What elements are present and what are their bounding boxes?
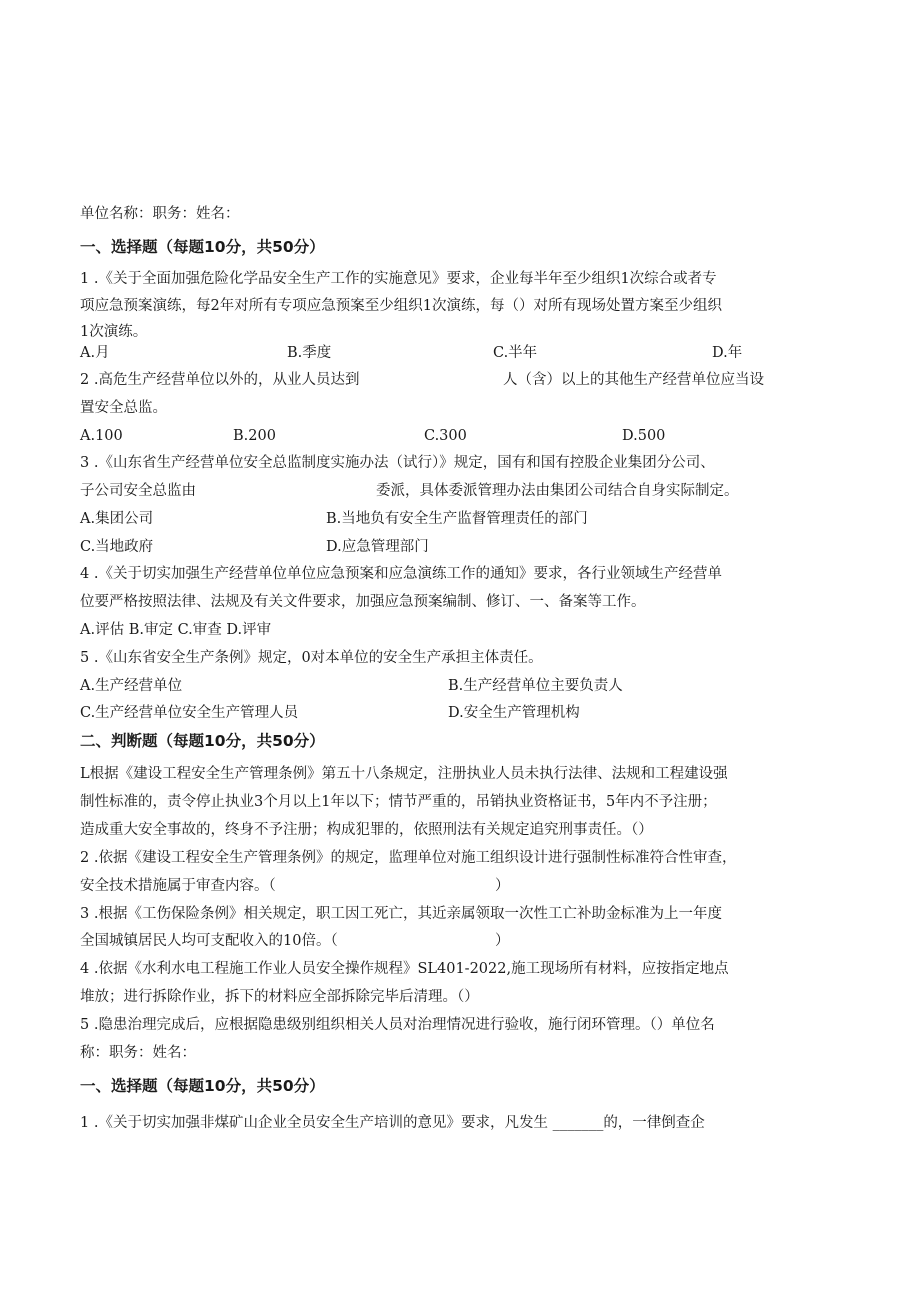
question-1-line-2: 项应急预案演练，每2年对所有专项应急预案至少组织1次演练，每（）对所有现场处置方案至少组织	[80, 298, 722, 314]
question-4-options: A.评估 B.审定 C.审查 D.评审	[80, 622, 272, 638]
question-2-option-d: D.500	[622, 428, 666, 444]
question-6-blank: _______	[552, 1115, 604, 1131]
section-title-choice-repeat: 一、选择题（每题10分，共50分）	[80, 1077, 325, 1095]
question-4-line-2: 位要严格按照法律、法规及有关文件要求，加强应急预案编制、修订、一、备案等工作。	[80, 594, 646, 610]
question-2-option-a: A.100	[80, 428, 123, 444]
question-1-line-3: 1次演练。	[80, 324, 148, 340]
question-2-line-1b: 人（含）以上的其他生产经营单位应当设	[503, 372, 764, 388]
question-1-line-1: 1 .《关于全面加强危险化学品安全生产工作的实施意见》要求，企业每半年至少组织1次综合或者专	[80, 271, 717, 287]
judgment-4-line-2: 堆放；进行拆除作业，拆下的材料应全部拆除完毕后清理。（）	[80, 989, 479, 1005]
judgment-4-line-1: 4 .依据《水利水电工程施工作业人员安全操作规程》SL401-2022,施工现场所有材料，应按指定地点	[80, 961, 729, 977]
question-2-line-2: 置安全总监。	[80, 400, 167, 416]
question-1-option-d: D.年	[712, 345, 743, 361]
question-3-line-2b: 委派，具体委派管理办法由集团公司结合自身实际制定。	[376, 483, 739, 499]
question-5-option-d: D.安全生产管理机构	[448, 705, 580, 721]
judgment-5-line-1: 5 .隐患治理完成后，应根据隐患级别组织相关人员对治理情况进行验收，施行闭环管理。（）单位名	[80, 1017, 715, 1033]
question-1-option-b: B.季度	[287, 345, 332, 361]
question-3-option-c: C.当地政府	[80, 539, 154, 555]
question-1-option-c: C.半年	[493, 345, 538, 361]
judgment-2-line-2a: 安全技术措施属于审查内容。（	[80, 878, 276, 894]
section-title-judgment: 二、判断题（每题10分，共50分）	[80, 732, 325, 750]
judgment-1-line-3: 造成重大安全事故的，终身不予注册；构成犯罪的，依照刑法有关规定追究刑事责任。（）	[80, 822, 653, 838]
question-1-option-a: A.月	[80, 345, 110, 361]
question-5-option-c: C.生产经营单位安全生产管理人员	[80, 705, 299, 721]
question-3-option-d: D.应急管理部门	[326, 539, 429, 555]
question-2-option-c: C.300	[424, 428, 467, 444]
judgment-3-line-2b: ）	[495, 933, 510, 949]
judgment-2-line-2b: ）	[495, 878, 510, 894]
question-6-line-1	[80, 1113, 705, 1133]
question-3-option-a: A.集团公司	[80, 511, 154, 527]
question-2-option-b: B.200	[233, 428, 276, 444]
question-4-line-1: 4 .《关于切实加强生产经营单位单位应急预案和应急演练工作的通知》要求，各行业领域生产经营单	[80, 566, 722, 582]
judgment-1-line-1: L根据《建设工程安全生产管理条例》第五十八条规定，注册执业人员未执行法律、法规和工程建设强	[80, 766, 728, 782]
question-3-line-2a: 子公司安全总监由	[80, 483, 196, 499]
question-5-option-b: B.生产经营单位主要负责人	[448, 678, 623, 694]
question-3-line-1: 3 .《山东省生产经营单位安全总监制度实施办法（试行）》规定，国有和国有控股企业集团分公司、	[80, 455, 715, 471]
section-title-choice: 一、选择题（每题10分，共50分）	[80, 238, 325, 256]
question-5-option-a: A.生产经营单位	[80, 678, 183, 694]
judgment-2-line-1: 2 .依据《建设工程安全生产管理条例》的规定，监理单位对施工组织设计进行强制性标准符合性审查，	[80, 850, 737, 866]
question-6-text-b: 的，一律倒查企	[603, 1115, 705, 1131]
form-header: 单位名称：职务：姓名：	[80, 206, 240, 222]
judgment-3-line-2a: 全国城镇居民人均可支配收入的10倍。（	[80, 933, 338, 949]
question-2-line-1a: 2 .高危生产经营单位以外的，从业人员达到	[80, 372, 360, 388]
judgment-3-line-1: 3 .根据《工伤保险条例》相关规定，职工因工死亡，其近亲属领取一次性工亡补助金标准为上一年度	[80, 906, 722, 922]
question-3-option-b: B.当地负有安全生产监督管理责任的部门	[326, 511, 588, 527]
judgment-1-line-2: 制性标准的，责令停止执业3个月以上1年以下；情节严重的，吊销执业资格证书，5年内不予注册；	[80, 794, 717, 810]
question-6-text-a: 1 .《关于切实加强非煤矿山企业全员安全生产培训的意见》要求，凡发生	[80, 1115, 548, 1131]
question-5-line-1: 5 .《山东省安全生产条例》规定，0对本单位的安全生产承担主体责任。	[80, 650, 543, 666]
judgment-5-line-2: 称：职务：姓名：	[80, 1045, 196, 1061]
